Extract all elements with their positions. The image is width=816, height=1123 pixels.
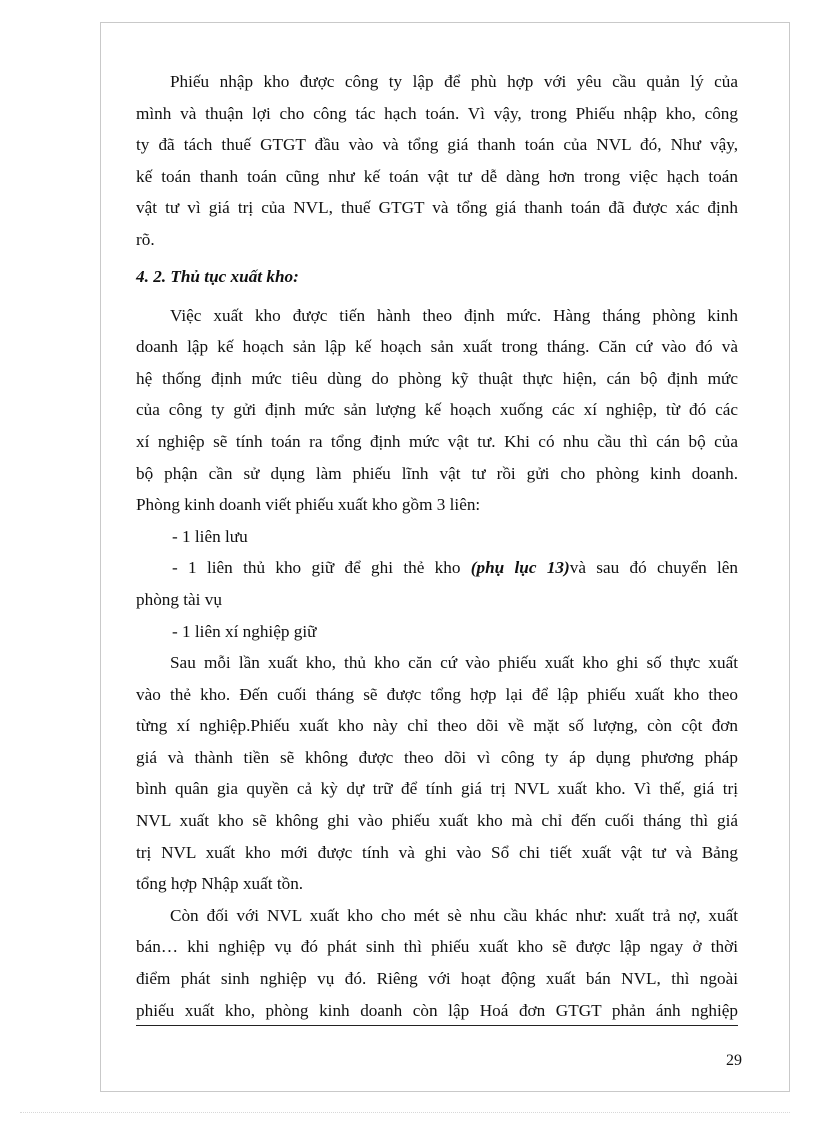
copies-list	[136, 521, 738, 647]
text-line: mình và thuận lợi cho công tác hạch toán. Vì vậy, trong Phiếu nhập kho, công	[136, 103, 738, 123]
text-line: vật tư vì giá trị của NVL, thuế GTGT và tổng giá thanh toán đã được xác định	[136, 198, 738, 218]
list-item	[136, 552, 738, 584]
text-line: từng xí nghiệp.Phiếu xuất kho này chỉ theo dõi về mặt số lượng, còn cột đơn	[136, 716, 738, 736]
underlined-text: phiếu xuất kho, phòng kinh doanh còn lập Hoá đơn GTGT phản ánh nghiệp	[136, 998, 738, 1026]
page-number: 29	[726, 1052, 742, 1069]
section-heading: 4. 2. Thủ tục xuất kho:	[136, 266, 299, 286]
text-line: Còn đối với NVL xuất kho cho mét sè nhu cầu khác như: xuất trả nợ, xuất	[170, 905, 738, 925]
list-item: - 1 liên xí nghiệp giữ	[172, 621, 317, 641]
text-line: hệ thống định mức tiêu dùng do phòng kỹ thuật thực hiện, cán bộ định mức	[136, 368, 738, 388]
text-line: ty đã tách thuế GTGT đầu vào và tổng giá thanh toán của NVL đó, Như vậy,	[136, 135, 738, 155]
list-item-text: - 1 liên thủ kho giữ để ghi thẻ kho	[172, 558, 471, 578]
document-body	[136, 66, 738, 1026]
paragraph-3	[136, 647, 738, 900]
text-line: xí nghiệp sẽ tính toán ra tổng định mức vật tư. Khi có nhu cầu thì cán bộ của	[136, 431, 738, 451]
text-line	[136, 995, 738, 1027]
text-line: bán… khi nghiệp vụ đó phát sinh thì phiếu xuất kho sẽ được lập ngay ở thời	[136, 937, 738, 957]
appendix-reference: (phụ lục 13)	[470, 558, 570, 578]
text-line: của công ty gửi định mức sản lượng kế hoạch xuống các xí nghiệp, từ đó các	[136, 400, 738, 420]
text-line: kế toán thanh toán cũng như kế toán vật tư dễ dàng hơn trong việc hạch toán	[136, 166, 738, 186]
text-line: vào thẻ kho. Đến cuối tháng sẽ được tổng hợp lại để lập phiếu xuất kho theo	[136, 684, 738, 704]
text-line: bộ phận cần sử dụng làm phiếu lĩnh vật tư rồi gửi cho phòng kinh doanh.	[136, 463, 738, 483]
text-line: rõ.	[136, 229, 155, 249]
paragraph-2	[136, 300, 738, 521]
text-line: Việc xuất kho được tiến hành theo định mức. Hàng tháng phòng kinh	[170, 305, 738, 325]
text-line: doanh lập kế hoạch sản lập kế hoạch sản xuất trong tháng. Căn cứ vào đó và	[136, 337, 738, 357]
text-line: Sau mỗi lần xuất kho, thủ kho căn cứ vào phiếu xuất kho ghi số thực xuất	[170, 653, 738, 673]
text-line: trị NVL xuất kho mới được tính và ghi vào Sổ chi tiết xuất vật tư và Bảng	[136, 842, 738, 862]
text-line: điểm phát sinh nghiệp vụ đó. Riêng với hoạt động xuất bán NVL, thì ngoài	[136, 969, 738, 989]
text-line: Phòng kinh doanh viết phiếu xuất kho gồm 3 liên:	[136, 495, 481, 515]
text-line: NVL xuất kho sẽ không ghi vào phiếu xuất kho mà chỉ đến cuối tháng thì giá	[136, 811, 738, 831]
paragraph-1	[136, 66, 738, 256]
text-line: Phiếu nhập kho được công ty lập để phù hợp với yêu cầu quản lý của	[170, 72, 738, 91]
page-divider	[20, 1112, 790, 1113]
text-line: giá và thành tiền sẽ không được theo dõi vì công ty áp dụng phương pháp	[136, 747, 738, 767]
list-item-text: và sau đó chuyển lên	[569, 558, 738, 578]
list-item-continuation: phòng tài vụ	[136, 589, 222, 609]
list-item: - 1 liên lưu	[172, 526, 248, 546]
text-line: tổng hợp Nhập xuất tồn.	[136, 874, 304, 894]
paragraph-4	[136, 900, 738, 1026]
text-line: bình quân gia quyền cả kỳ dự trữ để tính giá trị NVL xuất kho. Vì thế, giá trị	[136, 779, 738, 799]
